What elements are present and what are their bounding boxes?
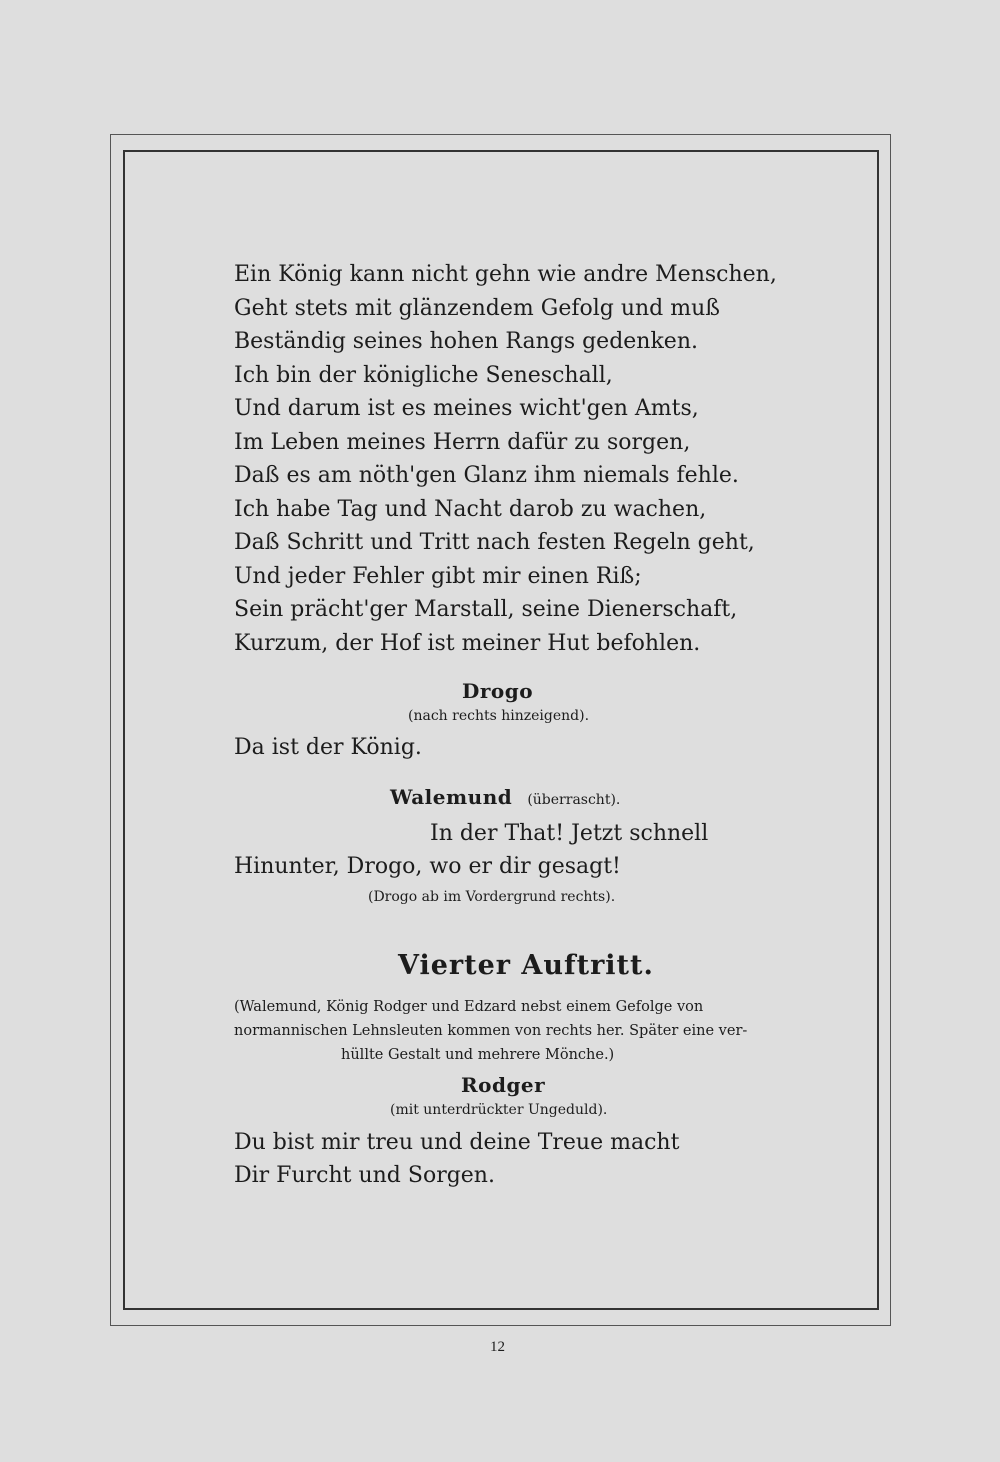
walemund-line: In der That! Jetzt schnell — [430, 821, 709, 846]
stage-direction-drogo: (nach rechts hinzeigend). — [408, 708, 590, 724]
verse-block — [234, 258, 794, 660]
verse-line: Daß es am nöth'gen Glanz ihm niemals fehle. — [234, 463, 739, 488]
page-number: 12 — [490, 1339, 505, 1355]
scene-description-line: normannischen Lehnsleuten kommen von rechts her. Später eine ver- — [234, 1023, 748, 1039]
stage-direction-exit: (Drogo ab im Vordergrund rechts). — [368, 889, 616, 905]
speaker-walemund-row — [390, 785, 620, 809]
speaker-rodger: Rodger — [461, 1073, 546, 1097]
verse-line: Ich habe Tag und Nacht darob zu wachen, — [234, 496, 707, 522]
scene-description-line: hüllte Gestalt und mehrere Mönche.) — [341, 1047, 615, 1063]
verse-line: Sein prächt'ger Marstall, seine Dienerschaft, — [234, 597, 738, 622]
stage-direction-rodger: (mit unterdrückter Ungeduld). — [390, 1102, 608, 1118]
walemund-line: Hinunter, Drogo, wo er dir gesagt! — [234, 854, 621, 879]
scene-title: Vierter Auftritt. — [398, 950, 654, 981]
scene-description — [234, 995, 768, 1067]
rodger-line: Dir Furcht und Sorgen. — [234, 1163, 495, 1188]
drogo-line: Da ist der König. — [234, 735, 422, 760]
verse-line: Und jeder Fehler gibt mir einen Riß; — [234, 563, 642, 589]
scene-description-line: (Walemund, König Rodger und Edzard nebst einem Gefolge von — [234, 999, 704, 1015]
speaker-drogo: Drogo — [462, 679, 534, 703]
verse-line: Beständig seines hohen Rangs gedenken. — [234, 329, 698, 354]
verse-line: Kurzum, der Hof ist meiner Hut befohlen. — [234, 630, 701, 656]
verse-line: Daß Schritt und Tritt nach festen Regeln geht, — [234, 530, 755, 555]
rodger-line: Du bist mir treu und deine Treue macht — [234, 1130, 680, 1155]
verse-line: Und darum ist es meines wicht'gen Amts, — [234, 396, 699, 421]
speaker-walemund: Walemund — [390, 785, 513, 809]
verse-line: Ich bin der königliche Seneschall, — [234, 362, 613, 388]
stage-direction-walemund: (überrascht). — [527, 792, 621, 808]
verse-line: Im Leben meines Herrn dafür zu sorgen, — [234, 429, 691, 455]
verse-line: Ein König kann nicht gehn wie andre Menschen, — [234, 262, 777, 287]
verse-line: Geht stets mit glänzendem Gefolg und muß — [234, 295, 720, 321]
